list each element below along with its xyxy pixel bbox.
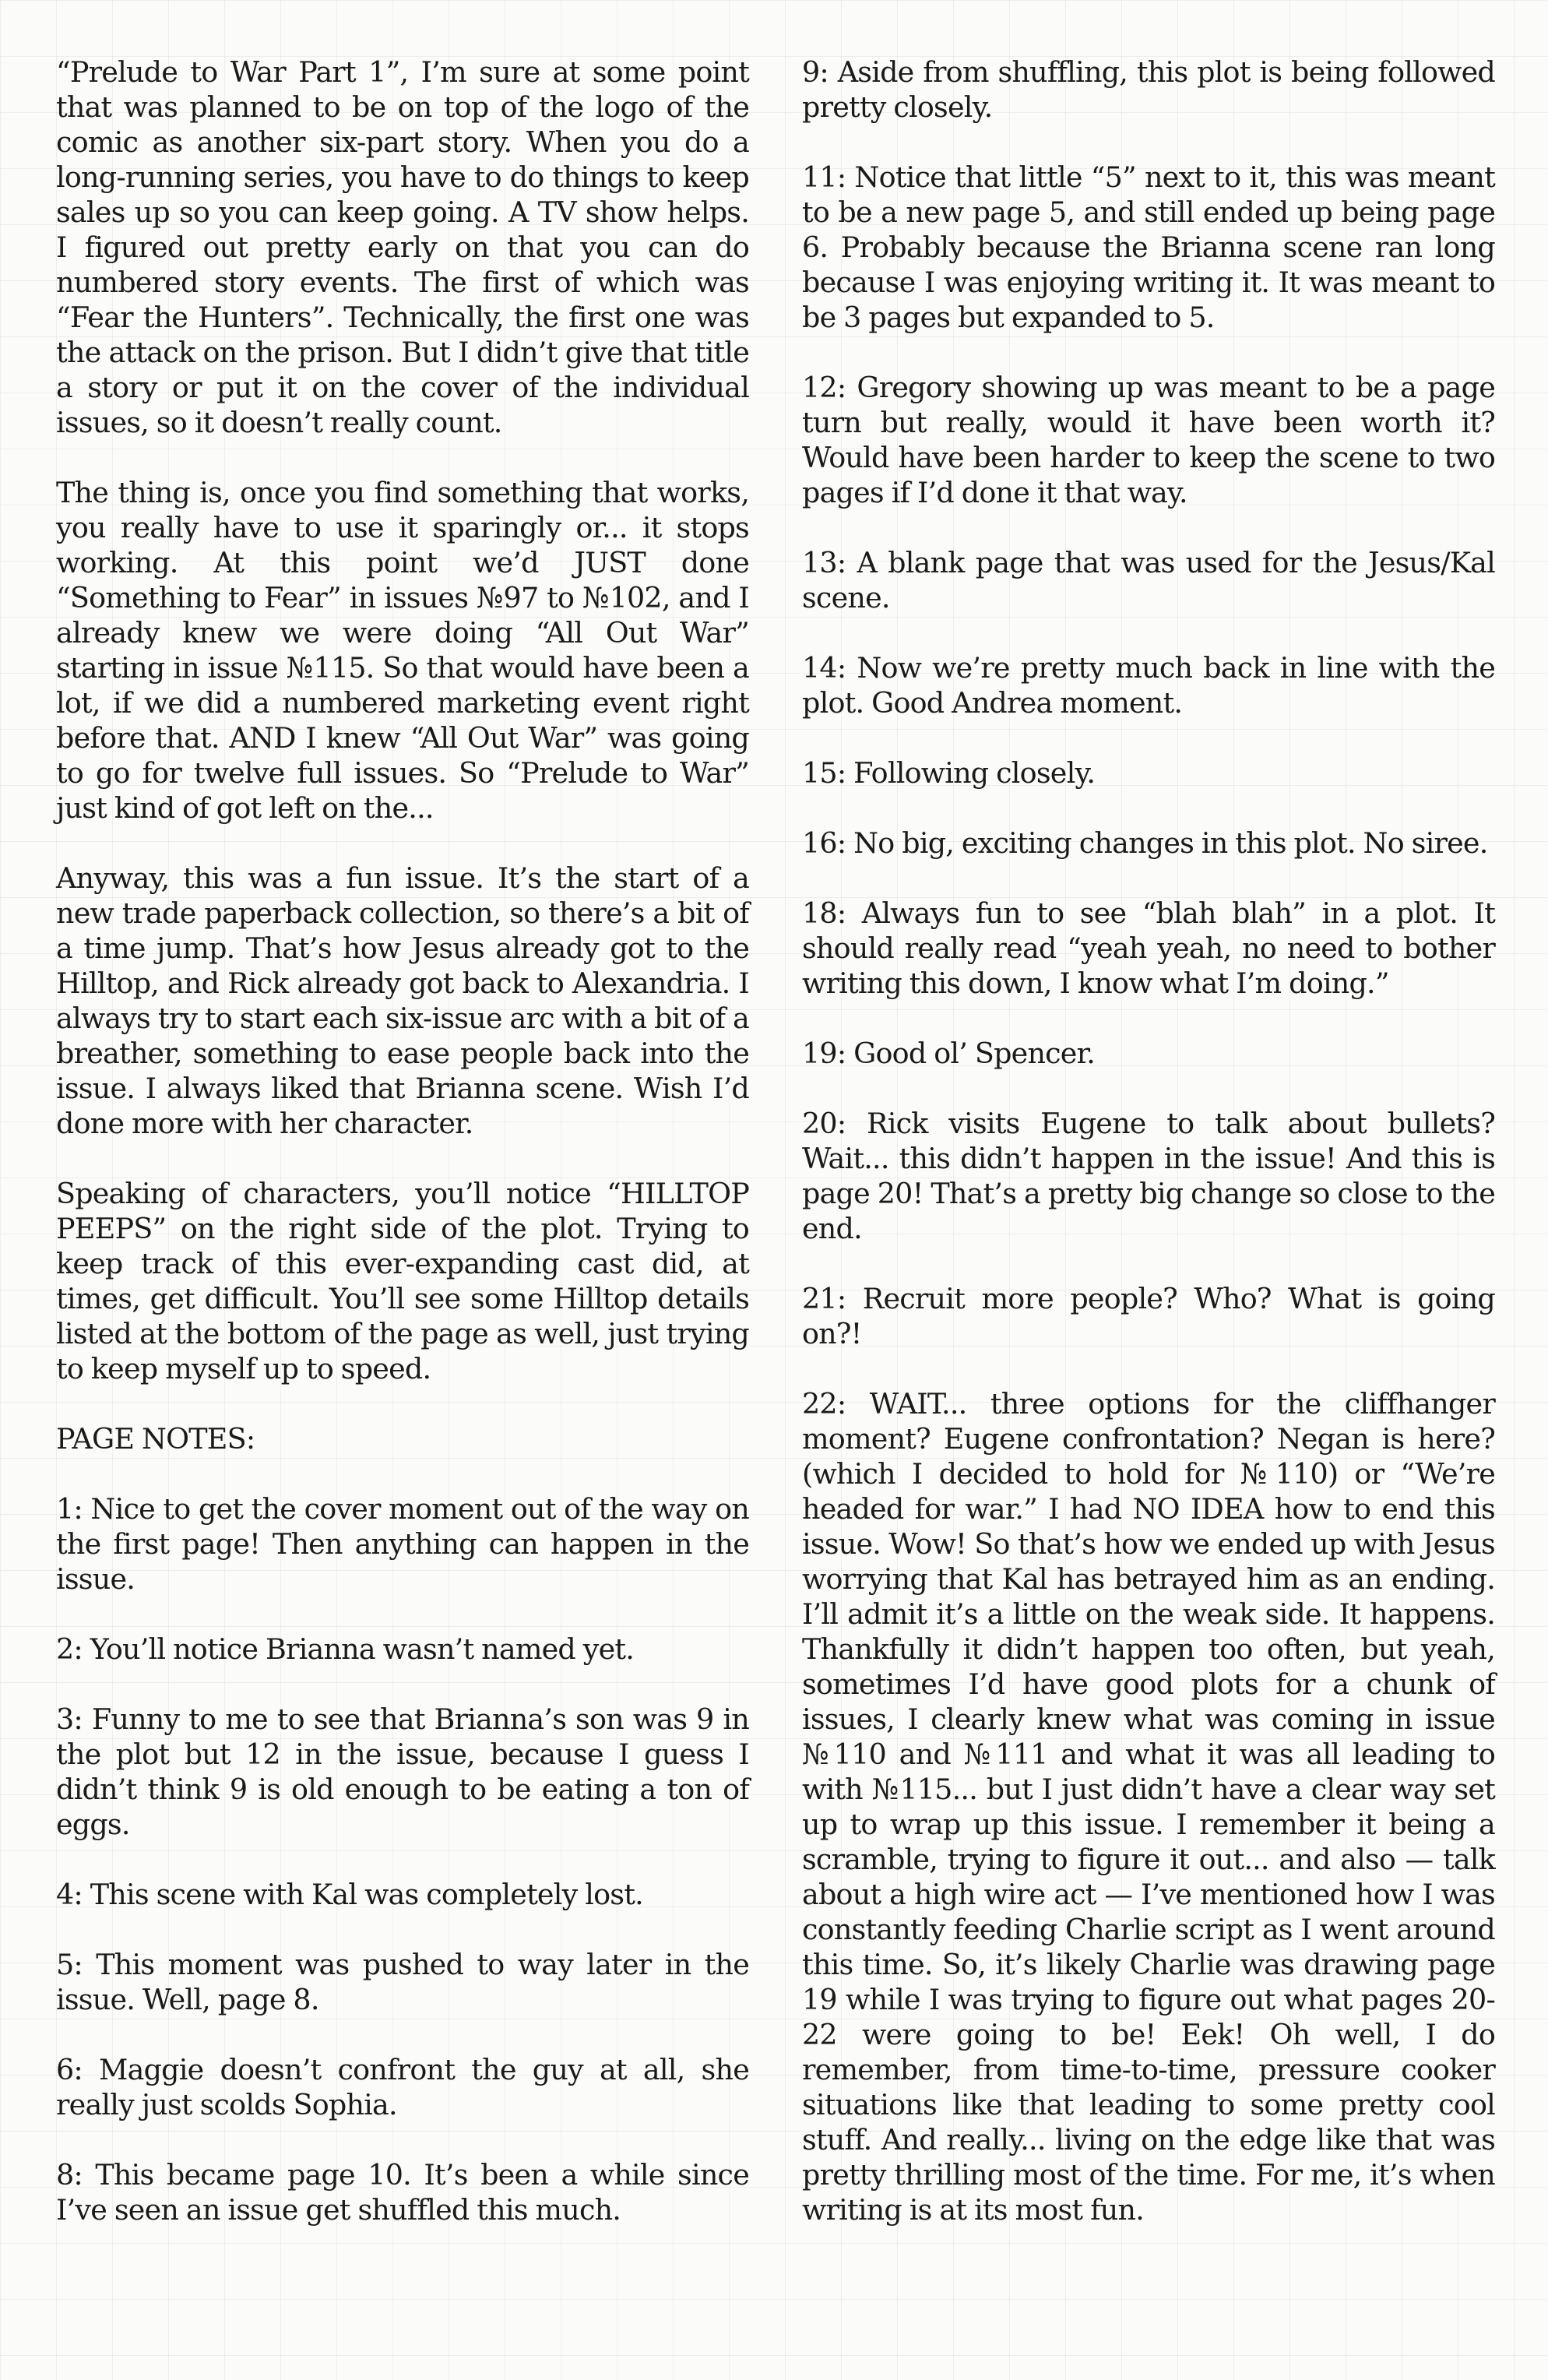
page [56, 55, 1495, 2336]
fun-issue-paragraph: Anyway, this was a fun issue. It’s the start of a new trade paperback collection, so there’s a bit of a time jump. That’s how Jesus already got to the Hilltop, and Rick already got back to Alexandria. I always try to start each six-issue arc with a bit of a breather, something to ease people back into the issue. I always liked that Brianna scene. Wish I’d done more with her character. [56, 861, 749, 1140]
page-note-2: 2: You’ll notice Brianna wasn’t named yet. [56, 1632, 635, 1666]
page-notes-heading: PAGE NOTES: [56, 1422, 255, 1456]
page-note-11: 11: Notice that little “5” next to it, this was meant to be a new page 5, and still ended up being page 6. Probably because the Brianna scene ran long because I was enjoying writing it. It was meant to be 3 pages but expanded to 5. [802, 160, 1495, 334]
page-note-1: 1: Nice to get the cover moment out of the way on the first page! Then anything can happen in the issue. [56, 1492, 749, 1596]
page-note-3: 3: Funny to me to see that Brianna’s son was 9 in the plot but 12 in the issue, because I guess I didn’t think 9 is old enough to be eating a ton of eggs. [56, 1702, 749, 1841]
page-note-6: 6: Maggie doesn’t confront the guy at all, she really just scolds Sophia. [56, 2053, 749, 2121]
page-note-19: 19: Good ol’ Spencer. [802, 1037, 1096, 1070]
intro-paragraph: “Prelude to War Part 1”, I’m sure at some point that was planned to be on top of the logo of the comic as another six-part story. When you do a long-running series, you have to do things to keep sales up so you can keep going. A TV show helps. I figured out pretty early on that you can do numbered story events. The first of which was “Fear the Hunters”. Technically, the first one was the attack on the prison. But I didn’t give that title a story or put it on the cover of the individual issues, so it doesn’t really count. [56, 55, 749, 439]
page-note-4: 4: This scene with Kal was completely lost. [56, 1878, 643, 1911]
sparingly-paragraph: The thing is, once you find something that works, you really have to use it sparingly or... it stops working. At this point we’d JUST done “Something to Fear” in issues №97 to №102, and I already knew we were doing “All Out War” starting in issue №115. So that would have been a lot, if we did a numbered marketing event right before that. AND I knew “All Out War” was going to go for twelve full issues. So “Prelude to War” just kind of got left on the... [56, 476, 749, 825]
page-note-21: 21: Recruit more people? Who? What is going on?! [802, 1282, 1495, 1350]
page-note-9: 9: Aside from shuffling, this plot is being followed pretty closely. [802, 55, 1495, 124]
page-note-15: 15: Following closely. [802, 756, 1096, 790]
right-column [802, 55, 1495, 2336]
page-note-12: 12: Gregory showing up was meant to be a page turn but really, would it have been worth it? Would have been harder to keep the scene to two pages if I’d done it that way. [802, 371, 1495, 509]
page-note-8: 8: This became page 10. It’s been a while since I’ve seen an issue get shuffled this much. [56, 2158, 749, 2227]
page-note-14: 14: Now we’re pretty much back in line with the plot. Good Andrea moment. [802, 651, 1495, 720]
page-note-16: 16: No big, exciting changes in this plot. No siree. [802, 826, 1488, 860]
page-note-20: 20: Rick visits Eugene to talk about bullets? Wait... this didn’t happen in the issue! And this is page 20! That’s a pretty big change so close to the end. [802, 1107, 1495, 1245]
page-note-18: 18: Always fun to see “blah blah” in a plot. It should really read “yeah yeah, no need to bother writing this down, I know what I’m doing.” [802, 896, 1495, 1000]
page-note-5: 5: This moment was pushed to way later in the issue. Well, page 8. [56, 1948, 749, 2016]
page-note-13: 13: A blank page that was used for the Jesus/Kal scene. [802, 546, 1495, 614]
page-note-22: 22: WAIT... three options for the cliffhanger moment? Eugene confrontation? Negan is here? (which I decided to hold for №110) or “We’re headed for war.” I had NO IDEA how to end this issue. Wow! So that’s how we ended up with Jesus worrying that Kal has betrayed him as an ending. I’ll admit it’s a little on the weak side. It happens. Thankfully it didn’t happen too often, but yeah, sometimes I’d have good plots for a chunk of issues, I clearly knew what was coming in issue №110 and №111 and what it was all leading to with №115... but I just didn’t have a clear way set up to wrap up this issue. I remember it being a scramble, trying to figure it out... and also — talk about a high wire act — I’ve mentioned how I was constantly feeding Charlie script as I went around this time. So, it’s likely Charlie was drawing page 19 while I was trying to figure out what pages 20-22 were going to be! Eek! Oh well, I do remember, from time-to-time, pressure cooker situations like that leading to some pretty cool stuff. And really... living on the edge like that was pretty thrilling most of the time. For me, it’s when writing is at its most fun. [802, 1387, 1495, 2227]
characters-paragraph: Speaking of characters, you’ll notice “HILLTOP PEEPS” on the right side of the plot. Trying to keep track of this ever-expanding cast did, at times, get difficult. You’ll see some Hilltop details listed at the bottom of the page as well, just trying to keep myself up to speed. [56, 1177, 749, 1385]
left-column [56, 55, 749, 2336]
